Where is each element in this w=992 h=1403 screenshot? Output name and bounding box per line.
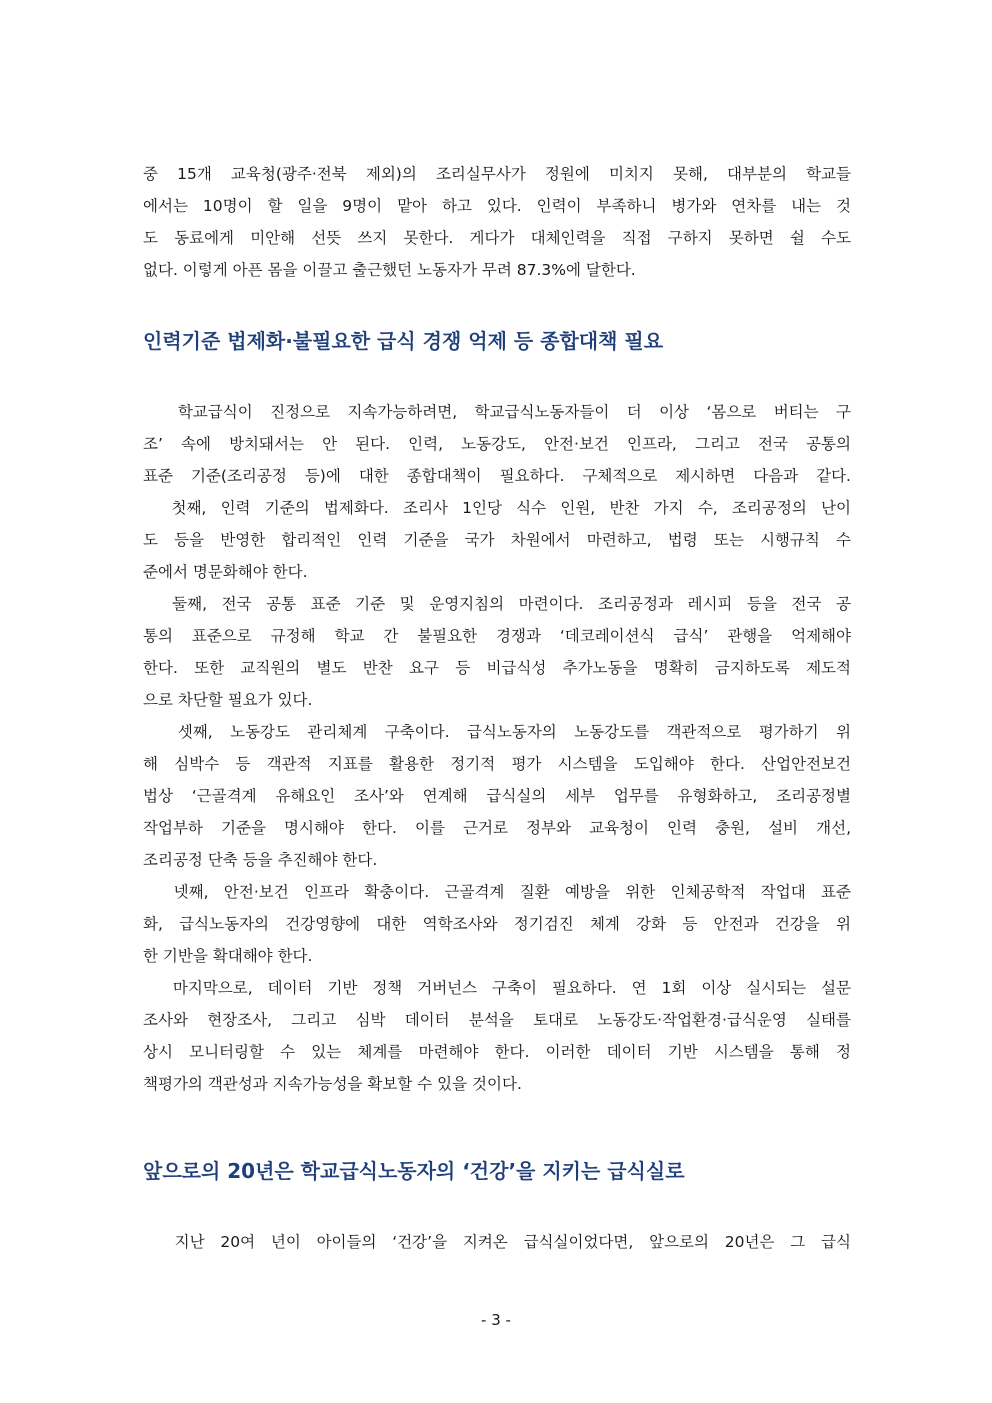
body-line: 화, 급식노동자의 건강영향에 대한 역학조사와 정기검진 체계 강화 등 안전과 건강을 위 bbox=[143, 915, 851, 933]
body-line: 셋째, 노동강도 관리체계 구축이다. 급식노동자의 노동강도를 객관적으로 평가하기 위 bbox=[143, 723, 851, 741]
intro-line: 중 15개 교육청(광주·전북 제외)의 조리실무사가 정원에 미치지 못해, 대부분의 학교들 bbox=[143, 165, 851, 183]
body-line: 법상 ‘근골격계 유해요인 조사’와 연계해 급식실의 세부 업무를 유형화하고, 조리공정별 bbox=[143, 787, 851, 805]
body-line: 통의 표준으로 규정해 학교 간 불필요한 경쟁과 ‘데코레이션식 급식’ 관행을 억제해야 bbox=[143, 627, 851, 645]
closing-paragraph bbox=[143, 1226, 851, 1258]
body-line: 도 등을 반영한 합리적인 인력 기준을 국가 차원에서 마련하고, 법령 또는 시행규칙 수 bbox=[143, 531, 851, 549]
body-line: 한 기반을 확대해야 한다. bbox=[143, 947, 313, 965]
body-line: 조’ 속에 방치돼서는 안 된다. 인력, 노동강도, 안전·보건 인프라, 그리고 전국 공통의 bbox=[143, 435, 851, 453]
body-line: 으로 차단할 필요가 있다. bbox=[143, 691, 313, 709]
body-line: 표준 기준(조리공정 등)에 대한 종합대책이 필요하다. 구체적으로 제시하면 다음과 같다. bbox=[143, 467, 851, 485]
body-line: 상시 모니터링할 수 있는 체계를 마련해야 한다. 이러한 데이터 기반 시스템을 통해 정 bbox=[143, 1043, 851, 1061]
body-line: 둘째, 전국 공통 표준 기준 및 운영지침의 마련이다. 조리공정과 레시피 등을 전국 공 bbox=[143, 595, 851, 613]
body-line: 지난 20여 년이 아이들의 ‘건강’을 지켜온 급식실이었다면, 앞으로의 20년은 그 급식 bbox=[143, 1233, 851, 1251]
intro-paragraph bbox=[143, 158, 851, 286]
body-line: 넷째, 안전·보건 인프라 확충이다. 근골격계 질환 예방을 위한 인체공학적 작업대 표준 bbox=[143, 883, 851, 901]
body-line: 조사와 현장조사, 그리고 심박 데이터 분석을 토대로 노동강도·작업환경·급식운영 실태를 bbox=[143, 1011, 851, 1029]
body-line: 조리공정 단축 등을 추진해야 한다. bbox=[143, 851, 378, 869]
body-line: 작업부하 기준을 명시해야 한다. 이를 근거로 정부와 교육청이 인력 충원, 설비 개선, bbox=[143, 819, 851, 837]
section-heading-2: 앞으로의 20년은 학교급식노동자의 ‘건강’을 지키는 급식실로 bbox=[143, 1159, 685, 1183]
page-number: - 3 - bbox=[481, 1311, 511, 1329]
body-line: 첫째, 인력 기준의 법제화다. 조리사 1인당 식수 인원, 반찬 가지 수, 조리공정의 난이 bbox=[143, 499, 851, 517]
measures-paragraphs bbox=[143, 396, 851, 1100]
body-line: 해 심박수 등 객관적 지표를 활용한 정기적 평가 시스템을 도입해야 한다. 산업안전보건 bbox=[143, 755, 851, 773]
intro-line: 에서는 10명이 할 일을 9명이 맡아 하고 있다. 인력이 부족하니 병가와 연차를 내는 것 bbox=[143, 197, 851, 215]
body-line: 책평가의 객관성과 지속가능성을 확보할 수 있을 것이다. bbox=[143, 1075, 522, 1093]
body-line: 마지막으로, 데이터 기반 정책 거버넌스 구축이 필요하다. 연 1회 이상 실시되는 설문 bbox=[143, 979, 851, 997]
section-heading-1: 인력기준 법제화·불필요한 급식 경쟁 억제 등 종합대책 필요 bbox=[143, 329, 664, 353]
body-line: 한다. 또한 교직원의 별도 반찬 요구 등 비급식성 추가노동을 명확히 금지하도록 제도적 bbox=[143, 659, 851, 677]
intro-line: 도 동료에게 미안해 선뜻 쓰지 못한다. 게다가 대체인력을 직접 구하지 못하면 쉴 수도 bbox=[143, 229, 851, 247]
body-line: 준에서 명문화해야 한다. bbox=[143, 563, 308, 581]
intro-line: 없다. 이렇게 아픈 몸을 이끌고 출근했던 노동자가 무려 87.3%에 달한다. bbox=[143, 261, 636, 279]
body-line: 학교급식이 진정으로 지속가능하려면, 학교급식노동자들이 더 이상 ‘몸으로 버티는 구 bbox=[143, 403, 851, 421]
